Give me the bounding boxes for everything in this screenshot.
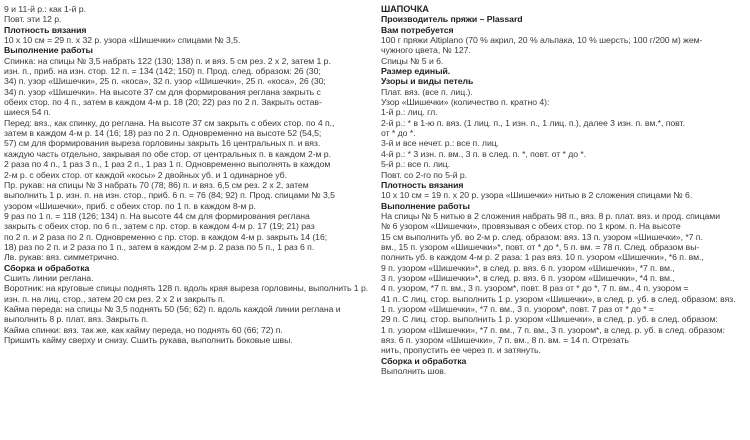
text-line: 3 п. узором «Шишечки»*, в след. р. вяз. 6 п. узором «Шишечки», *4 п. вм., — [381, 272, 675, 283]
text-line: На спицы № 5 нитью в 2 сложения набрать 98 п., вяз. 8 р. плат. вяз. и прод. спицами — [381, 210, 721, 221]
section-heading: Плотность вязания — [4, 24, 87, 35]
text-line: 9 и 11-й р.: как 1-й р. — [4, 4, 86, 14]
text-line: 9 п. узором «Шишечки»*, в след. р. вяз. 6 п. узором «Шишечки», *7 п. вм., — [381, 262, 675, 273]
text-line: Кайма переда: на спицы № 3,5 поднять 50 (56; 62) п. вдоль каждой линии реглана и — [4, 303, 341, 314]
text-line: 34) п. узор «Шишечки». На высоте 37 см для формирования реглана закрыть с — [4, 86, 321, 97]
text-line: полнить уб. в каждом 4-м р. 2 раза: 1 раз вяз. 10 п. узором «Шишечки», *6 п. вм., — [381, 252, 704, 263]
text-line: 18) раз по 2 п. и 2 раза по 1 п., затем в каждом 2-м р. 2 раза по 5 п., 1 раз 6 п. — [4, 241, 315, 252]
text-line: 1-й р.: лиц. гл. — [381, 107, 438, 118]
section-heading: Плотность вязания — [381, 179, 464, 190]
text-line: чужного цвета, № 127. — [381, 45, 471, 56]
text-line: Спицы № 5 и 6. — [381, 55, 444, 66]
text-line: выполнить 1 р. изн. п. на изн. стор., приб. 6 п. = 76 (84; 92) п. Прод. спицами № 3,5 — [4, 190, 335, 201]
text-line: затем в каждом 4-м р. 14 (16; 18) раз по 2 п. Одновременно на высоте 52 (54,5; — [4, 128, 322, 139]
text-line: Плат. вяз. (все п. лиц.). — [381, 86, 473, 97]
text-line: Узор «Шишечки» (количество п. кратно 4): — [381, 97, 550, 108]
text-line: 41 п. С лиц. стор. выполнить 1 р. узором «Шишечки», в след. р. уб. в след. образом: вяз. — [381, 293, 736, 304]
text-line: 2-й р.: * в 1-ю п. вяз. (1 лиц. п., 1 изн. п., 1 лиц. п.), далее 3 изн. п. вм.*, повт. — [381, 117, 685, 128]
text-line: Пришить кайму сверху и снизу. Сшить рукава, выполнить боковые швы. — [4, 335, 293, 345]
text-line: 34) п. узор «Шишечки», 25 п. «коса», 32 п. узор «Шишечки», 25 п. «коса», 26 (30; — [4, 76, 326, 87]
text-line: 2 раза по 4 п., 1 раз 3 п., 1 раз 2 п., 1 раз 1 п. Одновременно выполнять в каждом — [4, 159, 331, 170]
text-line: 10 х 10 см = 19 п. х 20 р. узора «Шишечки» нитью в 2 сложения спицами № 6. — [381, 190, 693, 201]
text-line: 100 г пряжи Altiplano (70 % акрил, 20 % альпака, 10 % шерсть; 100 г/200 м) жем- — [381, 35, 703, 46]
text-line: узором «Шишечки», приб. с обеих стор. по 1 п. в каждом 8-м р. — [4, 200, 256, 211]
text-line: Сшить линии реглана. — [4, 272, 94, 283]
text-line: каждую часть отдельно, закрывая по обе стор. от центральных п. в каждом 2-м р. — [4, 148, 331, 159]
text-line: 5-й р.: все п. лиц. — [381, 159, 451, 170]
text-line: выполнить 8 р. плат. вяз. Закрыть п. — [4, 314, 149, 325]
text-line: 3-й и все нечет. р.: все п. лиц. — [381, 138, 500, 149]
text-line: вм., 15 п. узором «Шишечки»*, повт. от * до *, 5 п. вм. = 78 п. След. образом вы- — [381, 241, 700, 252]
section-heading: Узоры и виды петель — [381, 76, 474, 87]
text-line: 10 х 10 см = 29 п. х 32 р. узора «Шишечки» спицами № 3,5. — [4, 35, 241, 46]
text-line: закрыть с обеих стор. по 6 п., затем с пр. стор. в каждом 4-м р. 17 (19; 21) раз — [4, 221, 315, 232]
hat-instructions-column — [381, 4, 747, 376]
section-heading: Выполнение работы — [4, 45, 93, 56]
text-line: по 2 п. и 2 раза по 2 п. Одновременно с пр. стор. в каждом 4-м р. закрыть 14 (16; — [4, 231, 328, 242]
text-line: шиеся 54 п. — [4, 107, 51, 118]
text-line: Кайма спинки: вяз. так же, как кайму переда, но поднять 60 (66; 72) п. — [4, 324, 283, 335]
section-heading: Вам потребуется — [381, 24, 454, 35]
text-line: Выполнить шов. — [381, 366, 447, 377]
text-line: от * до *. — [381, 128, 416, 139]
sweater-instructions-column — [4, 4, 370, 345]
text-line: 4 п. узором, *7 п. вм., 3 п. узором*, повт. 8 раз от * до *, 7 п. вм., 4 п. узором = — [381, 283, 689, 294]
text-line: 9 раз по 1 п. = 118 (126; 134) п. На высоте 44 см для формирования реглана — [4, 210, 310, 221]
text-line: Повт. со 2-го по 5-й р. — [381, 169, 468, 180]
text-line: 1 п. узором «Шишечки», *7 п. вм., 7 п. вм., 3 п. узором*, в след. р. уб. в след. образом: — [381, 324, 725, 335]
text-line: № 6 узором «Шишечки», провязывая с обеих стор. по 1 кром. п. На высоте — [381, 221, 681, 232]
text-line: 2-м р. с обеих стор. от каждой «косы» 2 двойных уб. и 1 одинарное уб. — [4, 169, 287, 180]
text-line: 57) см для формирования выреза горловины закрыть 16 центральных п. и вяз. — [4, 138, 321, 149]
text-line: обеих стор. по 4 п., затем в каждом 4-м р. 18 (20; 22) раз по 2 п. Закрыть остав- — [4, 97, 322, 108]
section-heading: Выполнение работы — [381, 200, 470, 211]
text-line: изн. п., приб. на изн. стор. 12 п. = 134 (142; 150) п. Прод. след. образом: 26 (30; — [4, 66, 321, 77]
text-line: Перед: вяз., как спинку, до реглана. На высоте 37 см закрыть с обеих стор. по 4 п., — [4, 117, 335, 128]
section-heading: Сборка и обработка — [381, 355, 467, 366]
text-line: изн. п. на лиц. стор., затем 20 см рез. 2 х 2 и закрыть п. — [4, 293, 226, 304]
text-line: 29 п. С лиц. стор. выполнить 1 р. узором «Шишечки», в след. р. уб. в след. образом: — [381, 314, 718, 325]
text-line: Повт. эти 12 р. — [4, 14, 62, 25]
section-heading: Сборка и обработка — [4, 262, 90, 273]
text-line: Спинка: на спицы № 3,5 набрать 122 (130; 138) п. и вяз. 5 см рез. 2 х 2, затем 1 р. — [4, 55, 331, 66]
text-line: 15 см выполнить уб. во 2-м р. след. образом: вяз. 13 п. узором «Шишечки», *7 п. — [381, 231, 703, 242]
section-heading: Размер единый. — [381, 66, 451, 77]
section-heading: Производитель пряжи – Plassard — [381, 14, 523, 25]
text-line: вяз. 6 п. узором «Шишечки», 7 п. вм., 8 п. вм. = 14 п. Отрезать — [381, 335, 629, 345]
text-line: Лв. рукав: вяз. симметрично. — [4, 252, 120, 263]
text-line: 1 п. узором «Шишечки», *7 п. вм., 3 п. узором*, повт. 7 раз от * до * = — [381, 303, 654, 314]
text-line: Пр. рукав: на спицы № 3 набрать 70 (78; 86) п. и вяз. 6,5 см рез. 2 х 2, затем — [4, 179, 309, 190]
section-heading: ШАПОЧКА — [381, 4, 429, 14]
text-line: 4-й р.: * 3 изн. п. вм., 3 п. в след. п. *, повт. от * до *. — [381, 148, 587, 159]
text-line: Воротник: на круговые спицы поднять 128 п. вдоль края выреза горловины, выполнить 1 р. — [4, 283, 369, 294]
text-line: нить, пропустить ее через п. и затянуть. — [381, 345, 541, 356]
